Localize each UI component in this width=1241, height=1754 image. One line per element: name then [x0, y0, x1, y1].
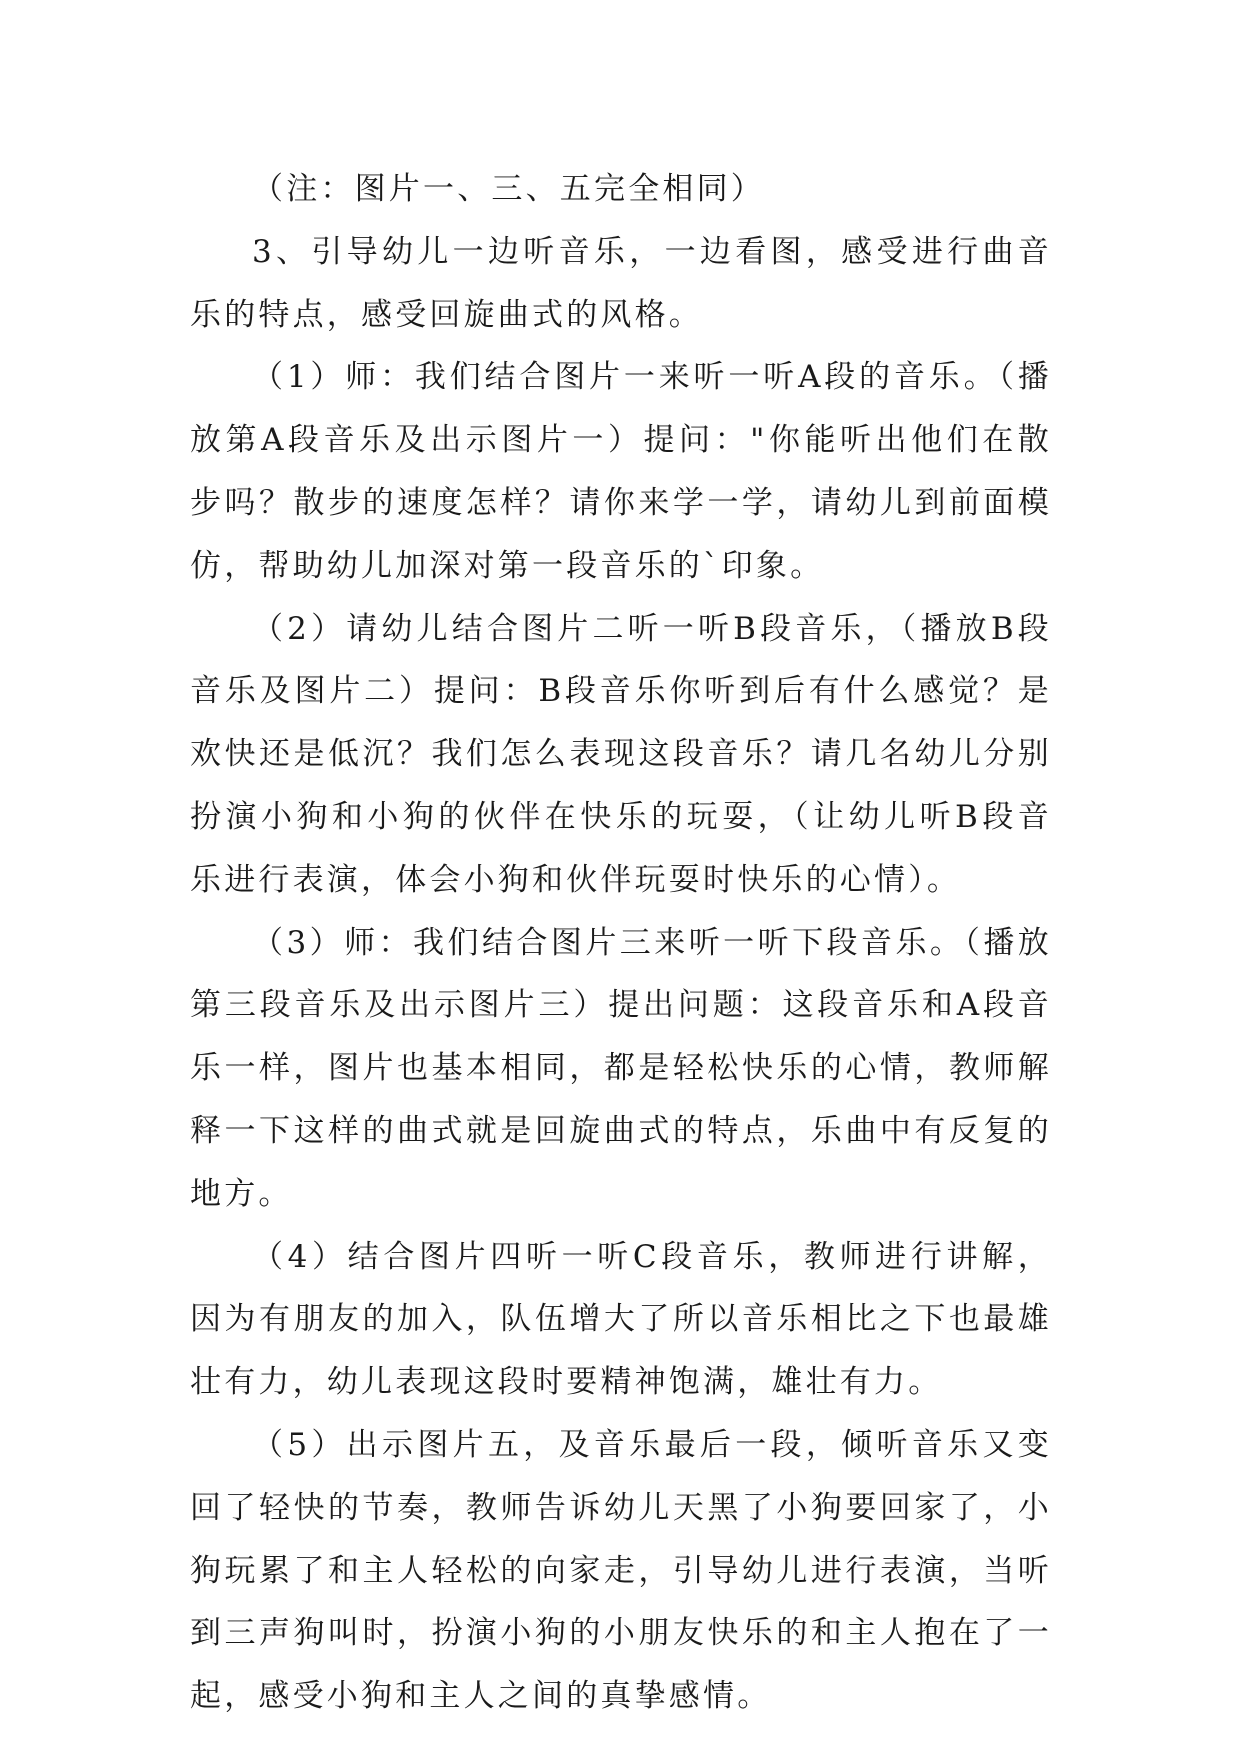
step-3-sub-paragraph: （3）师：我们结合图片三来听一听下段音乐。（播放第三段音乐及出示图片三）提出问题：这段音乐和A段音乐一样，图片也基本相同，都是轻松快乐的心情，教师解释一下这样的曲式就是回旋曲式的特点，乐曲中有反复的地方。 — [190, 924, 1052, 1212]
document-body — [190, 158, 1052, 1728]
step-3-paragraph: 3、引导幼儿一边听音乐，一边看图，感受进行曲音乐的特点，感受回旋曲式的风格。 — [190, 233, 1052, 333]
step-1-paragraph: （1）师：我们结合图片一来听一听A段的音乐。（播放第A段音乐及出示图片一）提问："你能听出他们在散步吗？散步的速度怎样？请你来学一学，请幼儿到前面模仿，帮助幼儿加深对第一段音乐的`印象。 — [190, 359, 1052, 584]
note-paragraph: （注：图片一、三、五完全相同） — [252, 171, 765, 207]
step-5-paragraph: （5）出示图片五，及音乐最后一段，倾听音乐又变回了轻快的节奏，教师告诉幼儿天黑了小狗要回家了，小狗玩累了和主人轻松的向家走，引导幼儿进行表演，当听到三声狗叫时，扮演小狗的小朋友快乐的和主人抱在了一起，感受小狗和主人之间的真挚感情。 — [190, 1426, 1052, 1715]
step-4-paragraph: （4）结合图片四听一听C段音乐，教师进行讲解，因为有朋友的加入，队伍增大了所以音乐相比之下也最雄壮有力，幼儿表现这段时要精神饱满，雄壮有力。 — [190, 1238, 1052, 1401]
step-2-paragraph: （2）请幼儿结合图片二听一听B段音乐，（播放B段音乐及图片二）提问：B段音乐你听到后有什么感觉？是欢快还是低沉？我们怎么表现这段音乐？请几名幼儿分别扮演小狗和小狗的伙伴在快乐的玩耍，（让幼儿听B段音乐进行表演，体会小狗和伙伴玩耍时快乐的心情）。 — [190, 610, 1052, 898]
